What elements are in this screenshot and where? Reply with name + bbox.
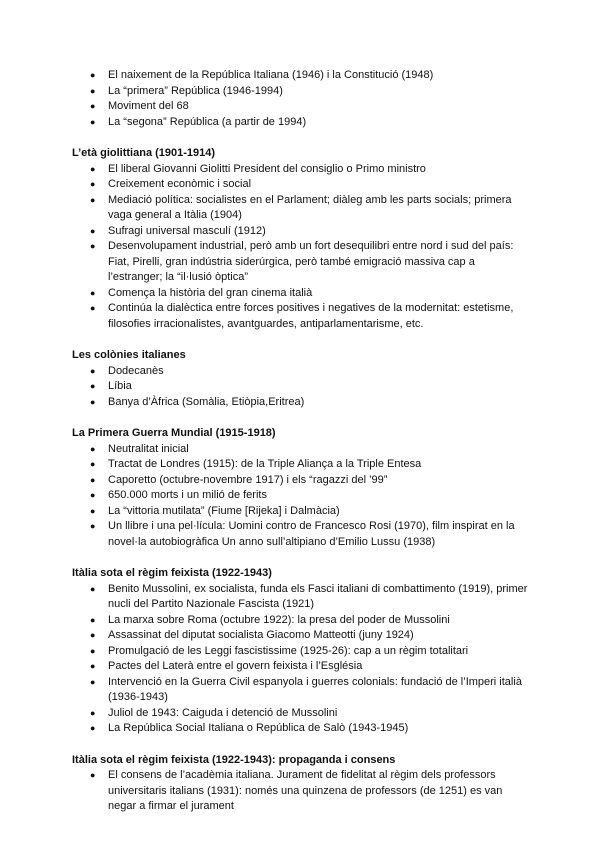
list-item-text: Moviment del 68 — [108, 100, 189, 112]
list-item-text: El consens de l’acadèmia italiana. Jurament de fidelitat al règim dels professors universitaris italians (1931): només una quinzena de professors (de 1251) es van negar a firmar el jurament — [108, 769, 503, 812]
list-item — [72, 582, 532, 613]
list-item — [72, 644, 532, 660]
section-heading: La Primera Guerra Mundial (1915-1918) — [72, 427, 276, 439]
list-item-text: Comença la història del gran cinema italià — [108, 286, 313, 299]
list-item — [72, 115, 532, 131]
list-item — [72, 628, 532, 644]
list-item-text: Tractat de Londres (1915): de la Triple Aliança a la Triple Entesa — [108, 458, 422, 470]
bullet-icon: ● — [90, 676, 96, 687]
bullet-icon: ● — [90, 194, 96, 205]
list-item — [72, 193, 532, 224]
bullet-icon: ● — [90, 303, 96, 313]
list-item — [72, 162, 532, 178]
section-list — [72, 442, 532, 551]
list-item — [72, 504, 532, 520]
bullet-icon: ● — [90, 770, 96, 780]
list-item — [72, 395, 532, 411]
document-content — [72, 68, 532, 815]
list-item-text: Benito Mussolini, ex socialista, funda els Fasci italiani di combattimento (1919), primer nucli del Partito Nazionale Fascista (1921) — [108, 582, 528, 610]
list-item-text: Creixement econòmic i social — [108, 178, 252, 190]
list-item-text: El naixement de la República Italiana (1946) i la Constitució (1948) — [108, 69, 434, 81]
list-item — [72, 457, 532, 473]
list-item-text: 650.000 morts i un milió de ferits — [108, 489, 267, 501]
bullet-icon: ● — [90, 381, 96, 391]
list-item-text: Líbia — [108, 380, 132, 392]
bullet-icon: ● — [90, 85, 96, 96]
section-heading: Les colònies italianes — [72, 349, 186, 361]
list-item — [72, 68, 532, 84]
bullet-icon: ● — [90, 723, 96, 733]
list-item — [72, 301, 532, 332]
bullet-icon: ● — [90, 521, 96, 531]
list-item-text: Promulgació de les Leggi fascistissime (1925-26): cap a un règim totalitari — [108, 644, 469, 657]
bullet-icon: ● — [90, 101, 96, 111]
list-item — [72, 473, 532, 489]
list-item-text: Juliol de 1943: Caiguda i detenció de Mussolini — [108, 706, 338, 719]
bullet-icon: ● — [90, 287, 96, 298]
bullet-icon: ● — [90, 707, 96, 718]
list-item-text: Pactes del Laterà entre el govern feixista i l’Església — [108, 660, 363, 672]
bullet-icon: ● — [90, 459, 96, 469]
list-item-text: Dodecanès — [108, 364, 164, 377]
list-item — [72, 177, 532, 193]
list-item-text: Sufragi universal masculí (1912) — [108, 224, 266, 237]
section-heading: Itàlia sota el règim feixista (1922-1943) — [72, 567, 272, 579]
bullet-icon: ● — [90, 443, 96, 454]
intro-list — [72, 68, 532, 130]
bullet-icon: ● — [90, 583, 96, 594]
bullet-icon: ● — [90, 70, 96, 80]
list-item-text: Un llibre i una pel·lícula: Uomini contro de Francesco Rosi (1970), film inspirat en la novel·la autobiogràfica Un anno sull’altipiano d’Emilio Lussu (1938) — [108, 520, 515, 548]
bullet-icon: ● — [90, 241, 96, 251]
list-item-text: Caporetto (octubre-novembre 1917) i els “ragazzi del ’99” — [108, 473, 388, 486]
list-item-text: Intervenció en la Guerra Civil espanyola i guerres colonials: fundació de l’Imperi italià (1936-1943) — [108, 675, 522, 703]
list-item — [72, 442, 532, 458]
list-item-text: Continúa la dialèctica entre forces positives i negatives de la modernitat: estetisme, filosofies irracionalistes, avantguardes, antiparlamentarisme, etc. — [108, 302, 514, 330]
section-list — [72, 768, 532, 815]
bullet-icon: ● — [90, 630, 96, 640]
list-item — [72, 768, 532, 815]
list-item-text: La “primera” República (1946-1994) — [108, 84, 283, 97]
bullet-icon: ● — [90, 116, 96, 127]
section-list — [72, 582, 532, 737]
list-item — [72, 613, 532, 629]
bullet-icon: ● — [90, 225, 96, 236]
list-item — [72, 84, 532, 100]
bullet-icon: ● — [90, 396, 96, 407]
bullet-icon: ● — [90, 163, 96, 174]
bullet-icon: ● — [90, 614, 96, 625]
bullet-icon: ● — [90, 365, 96, 376]
list-item-text: La República Social Italiana o República de Salò (1943-1945) — [108, 722, 409, 734]
list-item — [72, 286, 532, 302]
bullet-icon: ● — [90, 490, 96, 500]
list-item — [72, 224, 532, 240]
list-item-text: Desenvolupament industrial, però amb un fort desequilibri entre nord i sud del país: Fiat, Pirelli, gran indústria siderúrgica, però també emigració massiva cap a l’estranger; la “il·lusió òptica” — [108, 240, 514, 283]
list-item — [72, 675, 532, 706]
section-list — [72, 364, 532, 411]
list-item — [72, 379, 532, 395]
list-item-text: La marxa sobre Roma (octubre 1922): la presa del poder de Mussolini — [108, 613, 450, 626]
list-item-text: La “segona” República (a partir de 1994) — [108, 115, 307, 128]
bullet-icon: ● — [90, 474, 96, 485]
bullet-icon: ● — [90, 661, 96, 671]
list-item — [72, 721, 532, 737]
bullet-icon: ● — [90, 505, 96, 516]
list-item — [72, 488, 532, 504]
list-item-text: Assassinat del diputat socialista Giacomo Matteotti (juny 1924) — [108, 629, 414, 641]
section-list — [72, 162, 532, 333]
list-item — [72, 706, 532, 722]
bullet-icon: ● — [90, 179, 96, 189]
list-item — [72, 364, 532, 380]
list-item-text: La “vittoria mutilata” (Fiume [Rijeka] i Dalmàcia) — [108, 504, 340, 517]
list-item-text: Neutralitat inicial — [108, 442, 189, 455]
list-item — [72, 239, 532, 286]
list-item — [72, 519, 532, 550]
list-item — [72, 99, 532, 115]
list-item-text: Mediació política: socialistes en el Parlament; diàleg amb les parts socials; primera vaga general a Itàlia (1904) — [108, 193, 512, 221]
list-item-text: Banya d’Àfrica (Somàlia, Etiòpia,Eritrea) — [108, 395, 305, 408]
list-item — [72, 659, 532, 675]
bullet-icon: ● — [90, 645, 96, 656]
sections-container — [72, 146, 532, 815]
section-heading: Itàlia sota el règim feixista (1922-1943): propaganda i consens — [72, 753, 396, 766]
list-item-text: El liberal Giovanni Giolitti President del consiglio o Primo ministro — [108, 162, 426, 175]
section-heading: L’età giolittiana (1901-1914) — [72, 147, 216, 159]
